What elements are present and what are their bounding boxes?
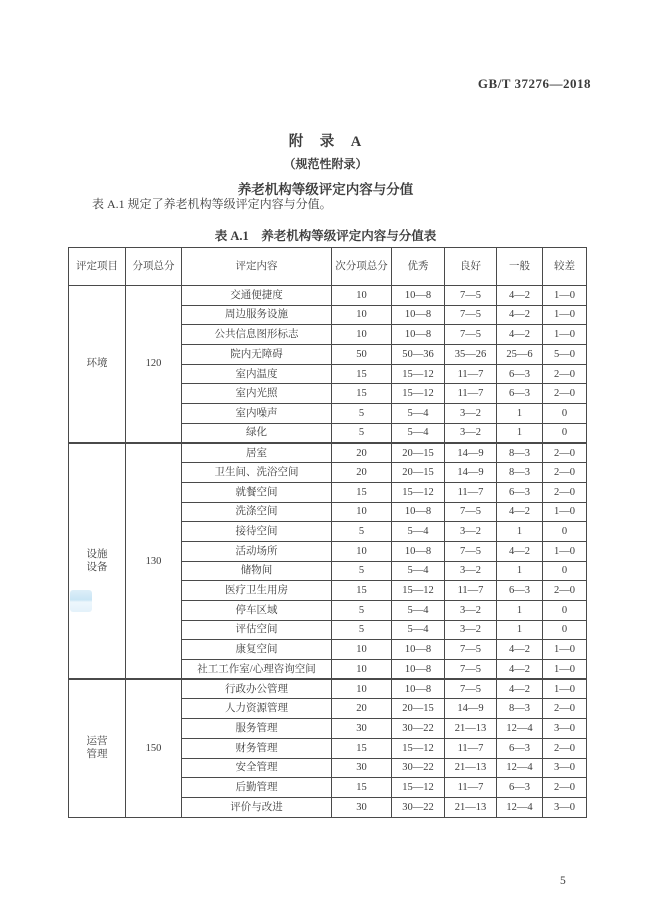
poor-score-cell: 0	[543, 423, 587, 443]
col-header-content: 评定内容	[182, 248, 332, 286]
content-cell: 周边服务设施	[182, 305, 332, 325]
fair-score-cell: 6—3	[497, 581, 543, 601]
fair-score-cell: 4—2	[497, 679, 543, 699]
poor-score-cell: 1—0	[543, 325, 587, 345]
content-cell: 公共信息图形标志	[182, 325, 332, 345]
excellent-score-cell: 15—12	[392, 482, 445, 502]
group-name-cell: 设施 设备	[69, 443, 126, 679]
excellent-score-cell: 15—12	[392, 384, 445, 404]
subtotal-cell: 10	[332, 286, 392, 306]
fair-score-cell: 1	[497, 561, 543, 581]
poor-score-cell: 0	[543, 522, 587, 542]
appendix-title: 附 录 A	[288, 134, 363, 150]
subtotal-cell: 20	[332, 463, 392, 483]
good-score-cell: 21—13	[445, 758, 497, 778]
content-cell: 绿化	[182, 423, 332, 443]
excellent-score-cell: 20—15	[392, 443, 445, 463]
excellent-score-cell: 15—12	[392, 738, 445, 758]
fair-score-cell: 6—3	[497, 482, 543, 502]
poor-score-cell: 2—0	[543, 482, 587, 502]
table-row	[69, 286, 587, 306]
col-header-fair: 一般	[497, 248, 543, 286]
content-cell: 室内光照	[182, 384, 332, 404]
poor-score-cell: 2—0	[543, 364, 587, 384]
subtotal-cell: 20	[332, 443, 392, 463]
fair-score-cell: 4—2	[497, 286, 543, 306]
subtotal-cell: 5	[332, 404, 392, 424]
subtotal-cell: 10	[332, 660, 392, 680]
excellent-score-cell: 15—12	[392, 581, 445, 601]
subtotal-cell: 5	[332, 423, 392, 443]
fair-score-cell: 6—3	[497, 738, 543, 758]
good-score-cell: 11—7	[445, 581, 497, 601]
poor-score-cell: 2—0	[543, 384, 587, 404]
subtotal-cell: 30	[332, 719, 392, 739]
excellent-score-cell: 30—22	[392, 719, 445, 739]
rating-table-header	[69, 248, 587, 286]
poor-score-cell: 0	[543, 601, 587, 621]
fair-score-cell: 8—3	[497, 463, 543, 483]
subtotal-cell: 50	[332, 345, 392, 365]
excellent-score-cell: 10—8	[392, 502, 445, 522]
fair-score-cell: 6—3	[497, 384, 543, 404]
col-header-total: 分项总分	[126, 248, 182, 286]
table-caption: 表 A.1 养老机构等级评定内容与分值表	[214, 229, 437, 243]
good-score-cell: 14—9	[445, 699, 497, 719]
content-cell: 康复空间	[182, 640, 332, 660]
group-name-cell: 环境	[69, 286, 126, 444]
good-score-cell: 3—2	[445, 404, 497, 424]
fair-score-cell: 8—3	[497, 443, 543, 463]
content-cell: 就餐空间	[182, 482, 332, 502]
excellent-score-cell: 30—22	[392, 797, 445, 817]
table-row	[69, 679, 587, 699]
fair-score-cell: 4—2	[497, 660, 543, 680]
excellent-score-cell: 5—4	[392, 423, 445, 443]
poor-score-cell: 2—0	[543, 778, 587, 798]
excellent-score-cell: 10—8	[392, 640, 445, 660]
good-score-cell: 11—7	[445, 778, 497, 798]
poor-score-cell: 2—0	[543, 443, 587, 463]
content-cell: 室内温度	[182, 364, 332, 384]
fair-score-cell: 4—2	[497, 305, 543, 325]
poor-score-cell: 2—0	[543, 699, 587, 719]
col-header-poor: 较差	[543, 248, 587, 286]
good-score-cell: 14—9	[445, 463, 497, 483]
good-score-cell: 14—9	[445, 443, 497, 463]
header-row	[69, 248, 587, 286]
subtotal-cell: 10	[332, 502, 392, 522]
good-score-cell: 11—7	[445, 738, 497, 758]
subtotal-cell: 15	[332, 581, 392, 601]
excellent-score-cell: 15—12	[392, 778, 445, 798]
good-score-cell: 11—7	[445, 364, 497, 384]
group-total-cell: 150	[126, 679, 182, 817]
fair-score-cell: 6—3	[497, 778, 543, 798]
good-score-cell: 35—26	[445, 345, 497, 365]
good-score-cell: 3—2	[445, 561, 497, 581]
rating-table-body	[69, 286, 587, 818]
fair-score-cell: 1	[497, 601, 543, 621]
good-score-cell: 7—5	[445, 679, 497, 699]
content-cell: 服务管理	[182, 719, 332, 739]
excellent-score-cell: 20—15	[392, 699, 445, 719]
excellent-score-cell: 30—22	[392, 758, 445, 778]
good-score-cell: 3—2	[445, 601, 497, 621]
good-score-cell: 11—7	[445, 482, 497, 502]
subtotal-cell: 30	[332, 797, 392, 817]
group-total-cell: 120	[126, 286, 182, 444]
rating-table	[68, 247, 587, 818]
fair-score-cell: 1	[497, 620, 543, 640]
content-cell: 财务管理	[182, 738, 332, 758]
fair-score-cell: 1	[497, 404, 543, 424]
content-cell: 室内噪声	[182, 404, 332, 424]
intro-paragraph: 表 A.1 规定了养老机构等级评定内容与分值。	[92, 197, 332, 211]
subtotal-cell: 5	[332, 522, 392, 542]
col-header-item: 评定项目	[69, 248, 126, 286]
excellent-score-cell: 5—4	[392, 404, 445, 424]
fair-score-cell: 4—2	[497, 325, 543, 345]
good-score-cell: 3—2	[445, 423, 497, 443]
content-cell: 停车区域	[182, 601, 332, 621]
subtotal-cell: 5	[332, 601, 392, 621]
subtotal-cell: 5	[332, 620, 392, 640]
poor-score-cell: 0	[543, 620, 587, 640]
poor-score-cell: 0	[543, 404, 587, 424]
page-number: 5	[560, 875, 566, 887]
group-name-cell: 运营 管理	[69, 679, 126, 817]
poor-score-cell: 1—0	[543, 286, 587, 306]
content-cell: 医疗卫生用房	[182, 581, 332, 601]
fair-score-cell: 6—3	[497, 364, 543, 384]
poor-score-cell: 1—0	[543, 679, 587, 699]
excellent-score-cell: 5—4	[392, 620, 445, 640]
good-score-cell: 7—5	[445, 541, 497, 561]
excellent-score-cell: 15—12	[392, 364, 445, 384]
content-cell: 社工工作室/心理咨询空间	[182, 660, 332, 680]
appendix-subtitle: （规范性附录）	[283, 157, 368, 171]
good-score-cell: 7—5	[445, 502, 497, 522]
col-header-good: 良好	[445, 248, 497, 286]
fair-score-cell: 1	[497, 423, 543, 443]
subtotal-cell: 15	[332, 738, 392, 758]
fair-score-cell: 25—6	[497, 345, 543, 365]
good-score-cell: 7—5	[445, 325, 497, 345]
fair-score-cell: 12—4	[497, 797, 543, 817]
col-header-excellent: 优秀	[392, 248, 445, 286]
subtotal-cell: 10	[332, 679, 392, 699]
fair-score-cell: 4—2	[497, 502, 543, 522]
subtotal-cell: 10	[332, 541, 392, 561]
content-cell: 交通便捷度	[182, 286, 332, 306]
content-cell: 居室	[182, 443, 332, 463]
subtotal-cell: 10	[332, 640, 392, 660]
content-cell: 院内无障碍	[182, 345, 332, 365]
content-cell: 评价与改进	[182, 797, 332, 817]
excellent-score-cell: 10—8	[392, 679, 445, 699]
excellent-score-cell: 20—15	[392, 463, 445, 483]
content-cell: 接待空间	[182, 522, 332, 542]
good-score-cell: 11—7	[445, 384, 497, 404]
subtotal-cell: 30	[332, 758, 392, 778]
fair-score-cell: 12—4	[497, 719, 543, 739]
subtotal-cell: 5	[332, 561, 392, 581]
good-score-cell: 21—13	[445, 797, 497, 817]
subtotal-cell: 15	[332, 482, 392, 502]
poor-score-cell: 2—0	[543, 738, 587, 758]
poor-score-cell: 1—0	[543, 660, 587, 680]
fair-score-cell: 12—4	[497, 758, 543, 778]
fair-score-cell: 1	[497, 522, 543, 542]
group-total-cell: 130	[126, 443, 182, 679]
poor-score-cell: 3—0	[543, 758, 587, 778]
content-cell: 安全管理	[182, 758, 332, 778]
content-cell: 人力资源管理	[182, 699, 332, 719]
content-cell: 行政办公管理	[182, 679, 332, 699]
content-cell: 储物间	[182, 561, 332, 581]
excellent-score-cell: 10—8	[392, 660, 445, 680]
table-row	[69, 443, 587, 463]
fair-score-cell: 4—2	[497, 541, 543, 561]
appendix-heading: 养老机构等级评定内容与分值	[237, 182, 414, 197]
content-cell: 活动场所	[182, 541, 332, 561]
poor-score-cell: 1—0	[543, 502, 587, 522]
content-cell: 后勤管理	[182, 778, 332, 798]
excellent-score-cell: 10—8	[392, 541, 445, 561]
good-score-cell: 7—5	[445, 305, 497, 325]
subtotal-cell: 20	[332, 699, 392, 719]
excellent-score-cell: 10—8	[392, 305, 445, 325]
poor-score-cell: 2—0	[543, 581, 587, 601]
poor-score-cell: 1—0	[543, 640, 587, 660]
col-header-subtotal: 次分项总分	[332, 248, 392, 286]
subtotal-cell: 15	[332, 778, 392, 798]
content-cell: 洗涤空间	[182, 502, 332, 522]
excellent-score-cell: 5—4	[392, 522, 445, 542]
excellent-score-cell: 50—36	[392, 345, 445, 365]
appendix-title-block	[0, 130, 651, 198]
poor-score-cell: 1—0	[543, 305, 587, 325]
good-score-cell: 3—2	[445, 620, 497, 640]
poor-score-cell: 3—0	[543, 719, 587, 739]
poor-score-cell: 3—0	[543, 797, 587, 817]
scan-highlight-artifact	[70, 590, 92, 612]
poor-score-cell: 1—0	[543, 541, 587, 561]
excellent-score-cell: 5—4	[392, 561, 445, 581]
subtotal-cell: 10	[332, 325, 392, 345]
good-score-cell: 7—5	[445, 286, 497, 306]
fair-score-cell: 8—3	[497, 699, 543, 719]
excellent-score-cell: 10—8	[392, 286, 445, 306]
good-score-cell: 3—2	[445, 522, 497, 542]
subtotal-cell: 10	[332, 305, 392, 325]
excellent-score-cell: 5—4	[392, 601, 445, 621]
poor-score-cell: 0	[543, 561, 587, 581]
good-score-cell: 7—5	[445, 640, 497, 660]
poor-score-cell: 2—0	[543, 463, 587, 483]
excellent-score-cell: 10—8	[392, 325, 445, 345]
subtotal-cell: 15	[332, 364, 392, 384]
content-cell: 卫生间、洗浴空间	[182, 463, 332, 483]
good-score-cell: 7—5	[445, 660, 497, 680]
content-cell: 评估空间	[182, 620, 332, 640]
standard-number: GB/T 37276—2018	[477, 76, 591, 91]
good-score-cell: 21—13	[445, 719, 497, 739]
fair-score-cell: 4—2	[497, 640, 543, 660]
poor-score-cell: 5—0	[543, 345, 587, 365]
subtotal-cell: 15	[332, 384, 392, 404]
